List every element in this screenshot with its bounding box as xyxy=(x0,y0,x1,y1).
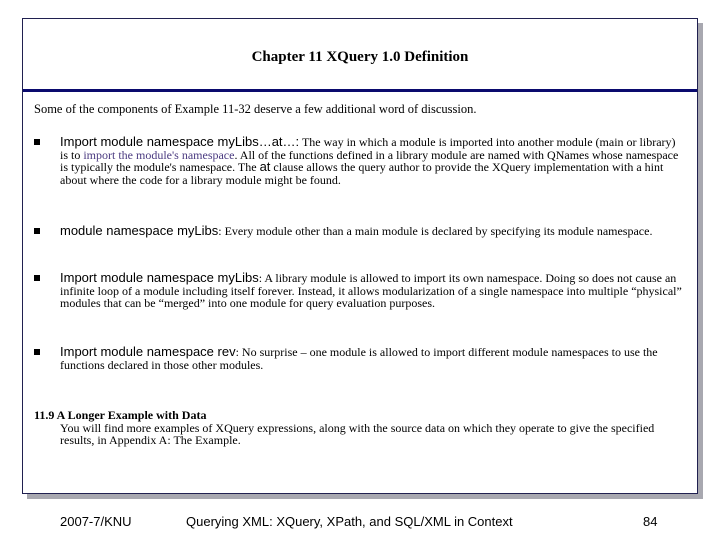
item-keyword: at xyxy=(259,159,271,174)
item-text: The way in which a module is imported into another module (main or library) is to xyxy=(60,135,676,162)
bullet-icon xyxy=(34,349,40,355)
footer-title: Querying XML: XQuery, XPath, and SQL/XML in Context xyxy=(186,514,513,529)
item-keyword: Import module namespace rev xyxy=(60,344,236,359)
item-keyword: Import module namespace myLibs…at…: xyxy=(60,134,300,149)
item-keyword: module namespace myLibs xyxy=(60,223,219,238)
list-item xyxy=(34,346,684,371)
namespace-link[interactable]: import the module's namespace xyxy=(83,147,235,162)
list-item xyxy=(34,272,684,310)
slide-frame xyxy=(22,18,698,494)
footer-date: 2007-7/KNU xyxy=(60,514,132,529)
item-text: : No surprise – one module is allowed to import different module namespaces to use the functions declared in those other modules. xyxy=(60,345,658,372)
item-text: clause allows the query author to provide the XQuery implementation with a hint about where the code for a library module might be found. xyxy=(60,160,664,187)
item-text: : A library module is allowed to import its own namespace. Doing so does not cause an infinite loop of a module including itself forever. Instead, it allows modularization of a single namespace into multiple “physical” modules that can be “merged” into one module for query evaluation purposes. xyxy=(60,271,682,310)
title-box xyxy=(23,19,697,92)
list-item xyxy=(34,225,684,238)
page-number: 84 xyxy=(643,514,658,529)
item-text: . All of the functions defined in a library module are named with QNames whose namespace is typically the module's namespace. The xyxy=(60,147,679,174)
bullet-icon xyxy=(34,228,40,234)
slide-title: Chapter 11 XQuery 1.0 Definition xyxy=(251,49,469,65)
section-heading: 11.9 A Longer Example with Data xyxy=(34,408,207,422)
bullet-icon xyxy=(34,275,40,281)
item-text: : Every module other than a main module is declared by specifying its module namespace. xyxy=(218,224,653,238)
section xyxy=(34,409,684,447)
section-text: You will find more examples of XQuery expressions, along with the source data on which they operate to give the specified results, in Appendix A: The Example. xyxy=(60,420,655,447)
bullet-icon xyxy=(34,139,40,145)
item-keyword: Import module namespace myLibs xyxy=(60,270,259,285)
intro-text: Some of the components of Example 11-32 deserve a few additional word of discussion. xyxy=(34,102,477,116)
list-item xyxy=(34,136,684,186)
